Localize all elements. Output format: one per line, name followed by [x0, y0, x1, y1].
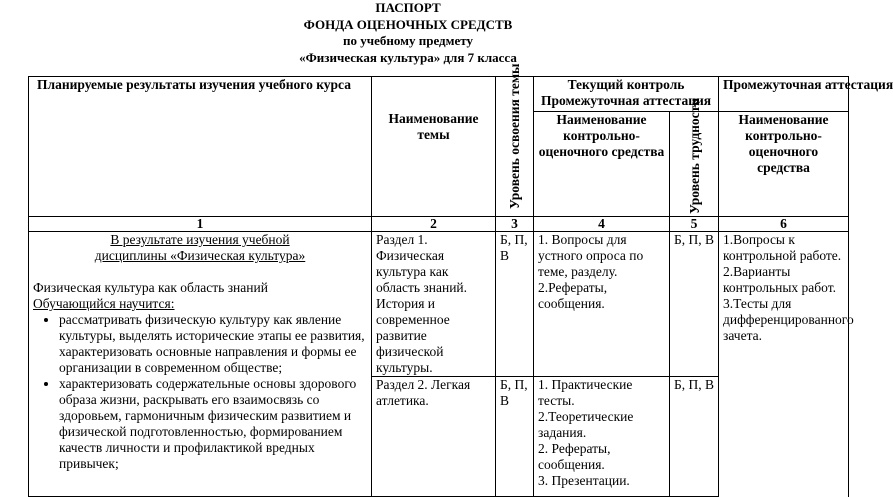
header-difficulty: Уровень трудности	[686, 97, 702, 214]
document-header	[0, 0, 816, 66]
header-interim: Промежуточная аттестация	[719, 77, 849, 112]
header-tool: Наименование контрольно-оценочного средства	[534, 112, 670, 217]
col-number-4: 4	[534, 217, 670, 232]
row1-tool: 1. Вопросы для устного опроса по теме, разделу. 2.Рефераты, сообщения.	[534, 232, 670, 377]
row2-level: Б, П, В	[496, 377, 534, 497]
col-number-1: 1	[29, 217, 372, 232]
header-results: Планируемые результаты изучения учебного курса	[29, 77, 372, 217]
col-number-5: 5	[670, 217, 719, 232]
row2-topic: Раздел 2. Легкая атлетика.	[372, 377, 496, 497]
results-bullet: • рассматривать физическую культуру как явление культуры, выделять исторические этапы ее развития, характеризовать основные направления и формы ее организации в современном обществе;	[59, 312, 367, 376]
passport-table	[28, 62, 893, 497]
col-number-6: 6	[719, 217, 849, 232]
doc-course-line: «Физическая культура» для 7 класса	[299, 49, 517, 65]
col-number-2: 2	[372, 217, 496, 232]
header-topic: Наименование темы	[372, 77, 496, 217]
header-current-title: Текущий контроль	[567, 77, 685, 92]
header-tool2: Наименование контрольно-оценочного средства	[719, 112, 849, 217]
doc-title: ПАСПОРТ	[375, 0, 441, 15]
header-current-sub: Промежуточная аттестация	[540, 93, 712, 108]
row2-difficulty: Б, П, В	[670, 377, 719, 497]
row1-topic: Раздел 1. Физическая культура как область знаний. История и современное развитие физической культуры.	[372, 232, 496, 377]
doc-subject-line: по учебному предмету	[343, 33, 473, 48]
col-number-3: 3	[496, 217, 534, 232]
row2-tool: 1. Практические тесты. 2.Теоретические задания. 2. Рефераты, сообщения. 3. Презентации.	[534, 377, 670, 497]
results-intro: В результате изучения учебной дисциплины «Физическая культура»	[94, 232, 306, 263]
header-difficulty-cell	[670, 97, 719, 217]
row1-difficulty: Б, П, В	[670, 232, 719, 377]
results-learn: Обучающийся научится:	[33, 296, 175, 311]
results-cell	[29, 232, 372, 497]
header-level-cell	[496, 62, 534, 217]
header-level: Уровень освоения темы	[507, 62, 522, 209]
doc-subtitle: ФОНДА ОЦЕНОЧНЫХ СРЕДСТВ	[303, 16, 513, 32]
row1-level: Б, П, В	[496, 232, 534, 377]
results-bullet: • характеризовать содержательные основы здорового образа жизни, раскрывать его взаимосвязь со здоровьем, гармоничным физическим развитием и физической подготовленностью, формированием качеств личности и профилактикой вредных привычек;	[59, 376, 367, 472]
results-section: Физическая культура как область знаний	[33, 280, 268, 295]
results-list	[33, 312, 367, 472]
row1-tool2: 1.Вопросы к контрольной работе. 2.Варианты контрольных работ. 3.Тесты для дифференцированного зачета.	[719, 232, 849, 497]
